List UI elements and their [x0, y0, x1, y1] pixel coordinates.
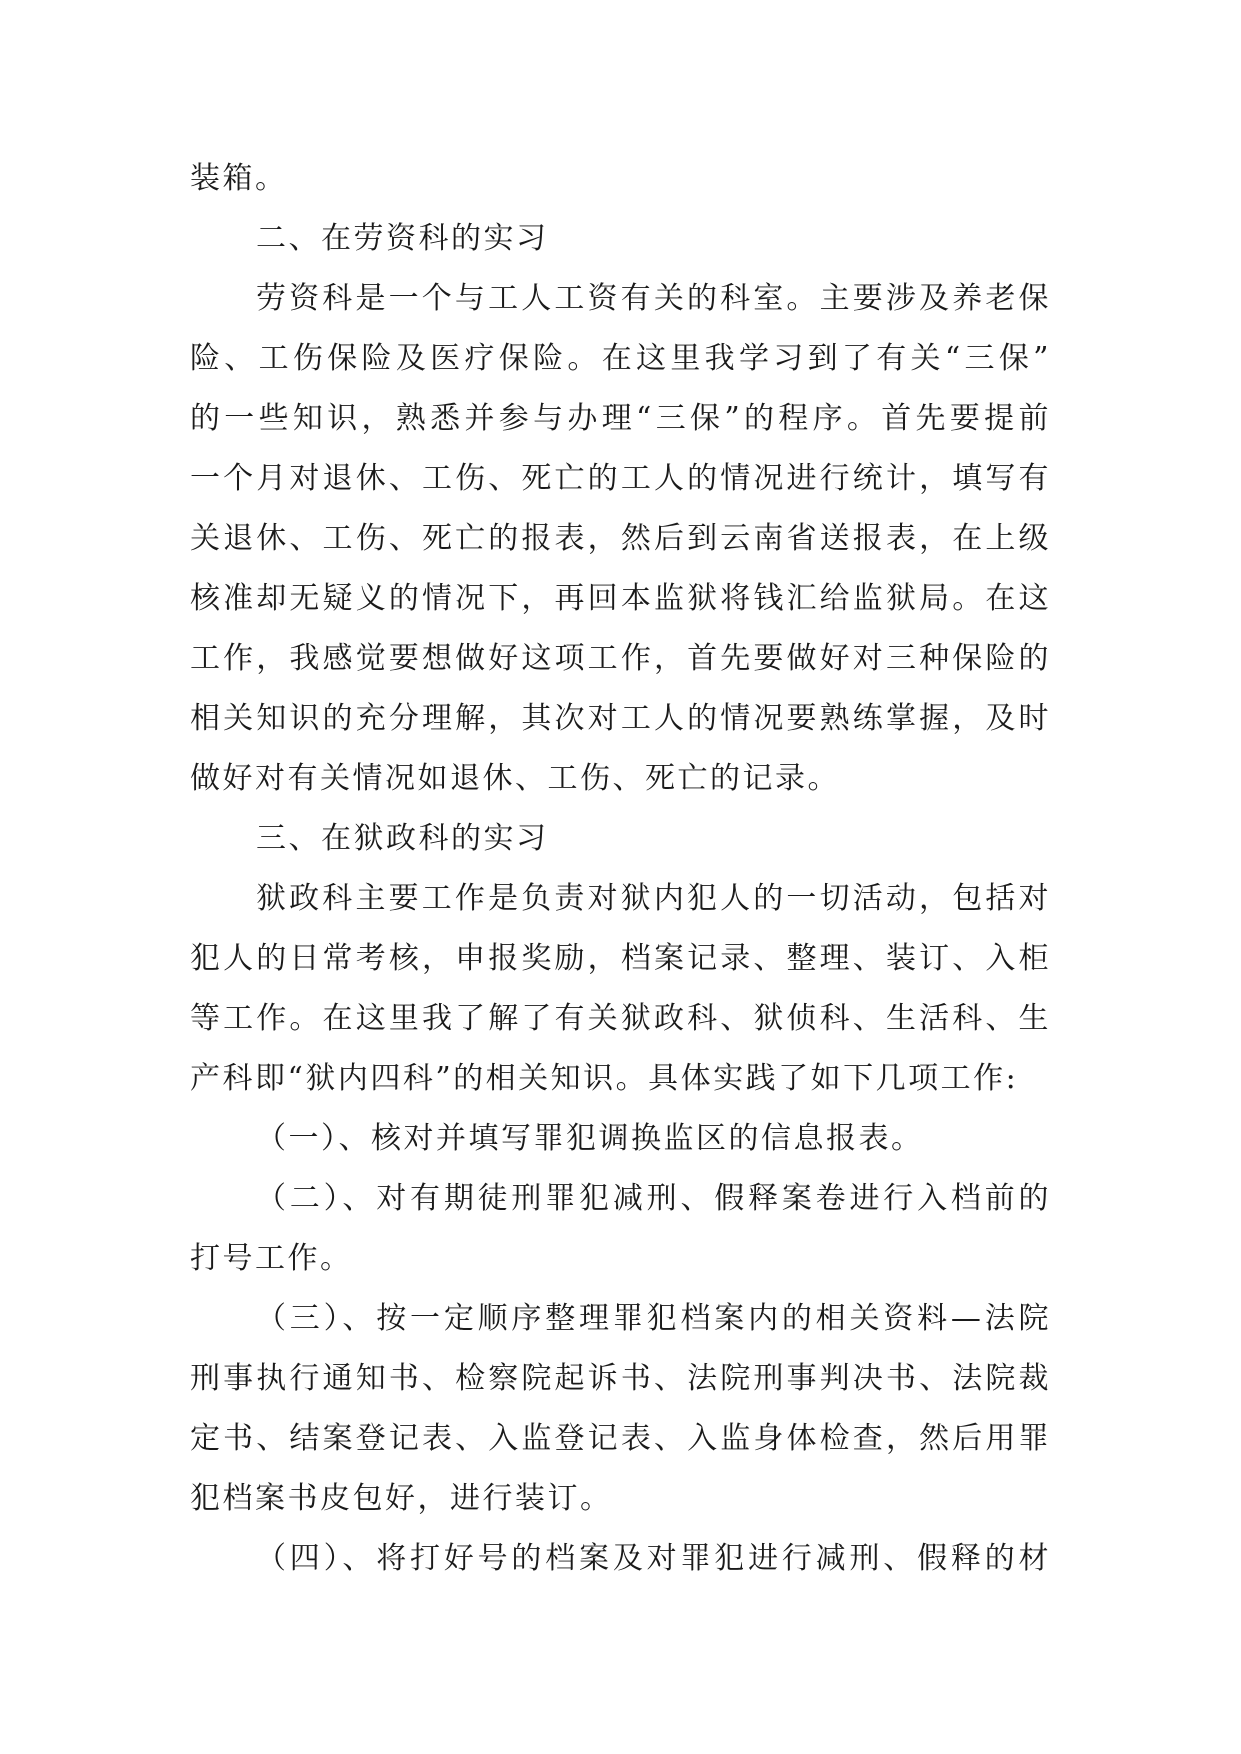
text-line: 等工作。在这里我了解了有关狱政科、狱侦科、生活科、生	[190, 1001, 1051, 1036]
paragraph	[190, 1169, 1051, 1289]
document-body	[190, 149, 1051, 1589]
text-line: 劳资科是一个与工人工资有关的科室。主要涉及养老保	[256, 281, 1051, 316]
section-heading	[190, 809, 1051, 869]
text-line: （三）、按一定顺序整理罪犯档案内的相关资料—法院	[256, 1301, 1051, 1336]
text-line: 打号工作。	[190, 1241, 353, 1276]
text-line: 狱政科主要工作是负责对狱内犯人的一切活动，包括对	[256, 881, 1051, 916]
text-line: 装箱。	[190, 161, 288, 196]
paragraph	[190, 149, 1051, 209]
text-line: 产科即“狱内四科”的相关知识。具体实践了如下几项工作:	[190, 1061, 1019, 1096]
text-line: 三、在狱政科的实习	[256, 821, 549, 856]
text-line: 刑事执行通知书、检察院起诉书、法院刑事判决书、法院裁	[190, 1361, 1051, 1396]
paragraph	[190, 269, 1051, 809]
text-line: 做好对有关情况如退休、工伤、死亡的记录。	[190, 761, 840, 796]
paragraph	[190, 1289, 1051, 1529]
text-line: 险、工伤保险及医疗保险。在这里我学习到了有关“三保”	[190, 341, 1051, 376]
text-line: 犯人的日常考核，申报奖励，档案记录、整理、装订、入柜	[190, 941, 1051, 976]
text-line: 的一些知识，熟悉并参与办理“三保”的程序。首先要提前	[190, 401, 1051, 436]
text-line: 核准却无疑义的情况下，再回本监狱将钱汇给监狱局。在这	[190, 581, 1051, 616]
text-line: 关退休、工伤、死亡的报表，然后到云南省送报表，在上级	[190, 521, 1051, 556]
text-line: 一个月对退休、工伤、死亡的工人的情况进行统计，填写有	[190, 461, 1051, 496]
text-line: 定书、结案登记表、入监登记表、入监身体检查，然后用罪	[190, 1421, 1051, 1456]
section-heading	[190, 209, 1051, 269]
text-line: 犯档案书皮包好，进行装订。	[190, 1481, 613, 1516]
text-line: 工作，我感觉要想做好这项工作，首先要做好对三种保险的	[190, 641, 1051, 676]
text-line: 相关知识的充分理解，其次对工人的情况要熟练掌握，及时	[190, 701, 1051, 736]
text-line: （二）、对有期徒刑罪犯减刑、假释案卷进行入档前的	[256, 1181, 1051, 1216]
text-line: 二、在劳资科的实习	[256, 221, 549, 256]
text-line: （四）、将打好号的档案及对罪犯进行减刑、假释的材	[256, 1541, 1051, 1576]
paragraph	[190, 1109, 1051, 1169]
text-line: （一）、核对并填写罪犯调换监区的信息报表。	[256, 1121, 924, 1156]
paragraph	[190, 1529, 1051, 1589]
paragraph	[190, 869, 1051, 1109]
